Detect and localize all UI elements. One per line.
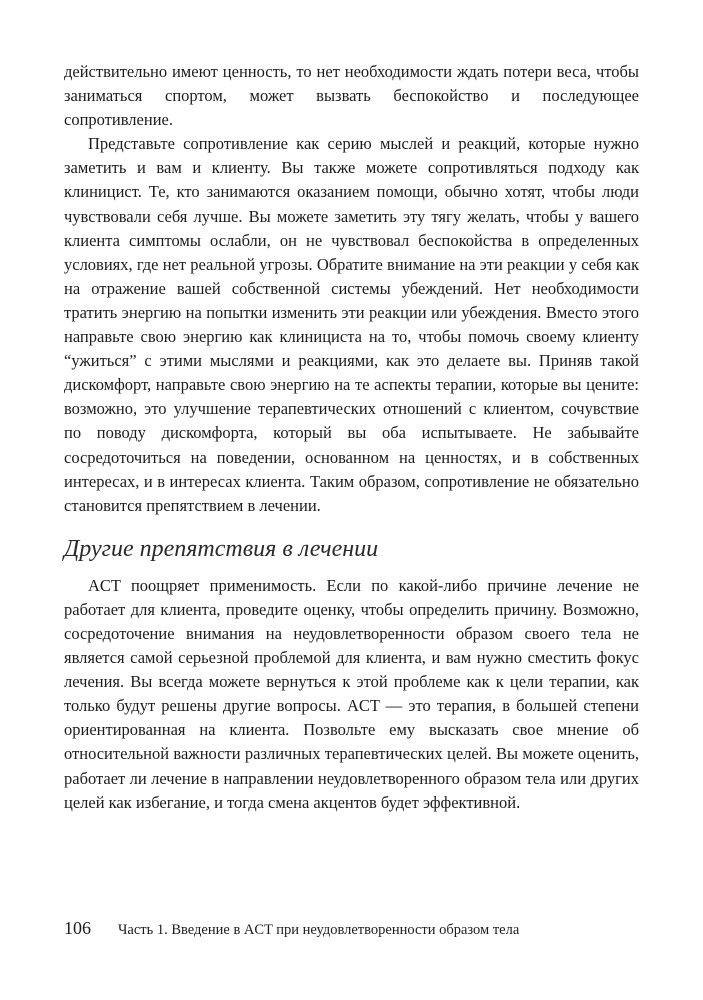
section-heading: Другие препятствия в лечении [64,535,379,562]
paragraph-continued: действительно имеют ценность, то нет необходимости ждать потери веса, чтобы заниматься спортом, может вызвать беспокойство и последующее сопротивление. [64,62,639,130]
page-footer [64,918,639,939]
page-number: 106 [64,918,91,938]
paragraph-resistance: Представьте сопротивление как серию мыслей и реакций, которые нужно заметить и вам и клиенту. Вы также можете сопротивляться подходу как клиницист. Те, кто занимаются оказанием помощи, обычно хотят, чтобы люди чувствовали себя лучше. Вы можете заметить эту тягу желать, чтобы у вашего клиента симптомы ослабли, он не чувствовал беспокойства в определенных условиях, где нет реальной угрозы. Обратите внимание на эти реакции у себя как на отражение вашей собственной системы убеждений. Нет необходимости тратить энергию на попытки изменить эти реакции или убеждения. Вместо этого направьте свою энергию как клинициста на то, чтобы помочь своему клиенту “ужиться” с этими мыслями и реакциями, как это делаете вы. Приняв такой дискомфорт, направьте свою энергию на те аспекты терапии, которые вы цените: возможно, это улучшение терапевтических отношений с клиентом, сочувствие по поводу дискомфорта, который вы оба испытываете. Не забывайте сосредоточиться на поведении, основанном на ценностях, и в собственных интересах, и в интересах клиента. Таким образом, сопротивление не обязательно становится препятствием в лечении. [64,134,639,515]
paragraph-other-obstacles: ACT поощряет применимость. Если по какой-либо причине лечение не работает для клиента, проведите оценку, чтобы определить причину. Возможно, сосредоточение внимания на неудовлетворенности образом своего тела не является самой серьезной проблемой для клиента, и вам нужно сместить фокус лечения. Вы всегда можете вернуться к этой проблеме как к цели терапии, как только будут решены другие вопросы. ACT — это терапия, в большей степени ориентированная на клиента. Позвольте ему высказать свое мнение об относительной важности различных терапевтических целей. Вы можете оценить, работает ли лечение в направлении неудовлетворенного образом тела или других целей как избегание, и тогда смена акцентов будет эффективной. [64,575,639,812]
page-body [64,60,639,815]
running-title: Часть 1. Введение в ACT при неудовлетворенности образом тела [118,922,520,938]
